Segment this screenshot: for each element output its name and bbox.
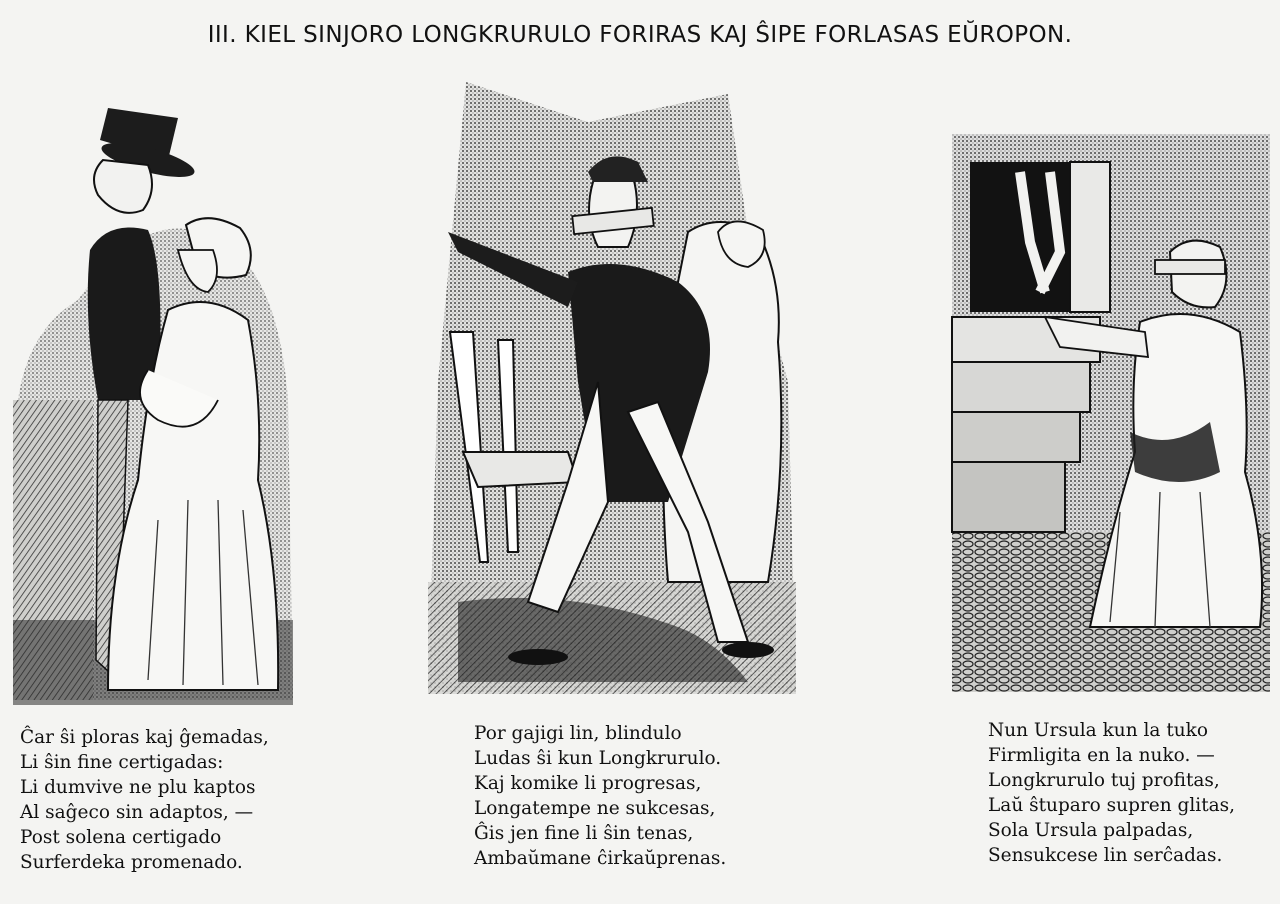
verse-line: Ĝis jen fine li ŝin tenas, bbox=[474, 823, 694, 844]
verse-line: Ludas ŝi kun Longkrurulo. bbox=[474, 748, 722, 769]
verse-line: Longkrurulo tuj profitas, bbox=[988, 770, 1220, 791]
verse-panel-2 bbox=[474, 721, 726, 871]
verse-panel-1 bbox=[20, 725, 269, 875]
verse-line: Post solena certigado bbox=[20, 827, 222, 848]
illustration-escape-stairs bbox=[950, 132, 1272, 694]
verse-line: Ĉar ŝi ploras kaj ĝemadas, bbox=[20, 727, 269, 748]
illustration-couple bbox=[8, 100, 298, 712]
verse-line: Al saĝeco sin adaptos, — bbox=[20, 802, 254, 823]
illustration-panel-1 bbox=[8, 100, 298, 712]
verse-line: Por gajigi lin, blindulo bbox=[474, 723, 682, 744]
verse-line: Li ŝin fine certigadas: bbox=[20, 752, 224, 773]
verse-panel-3 bbox=[988, 718, 1235, 868]
verse-line: Laŭ ŝtuparo supren glitas, bbox=[988, 795, 1236, 816]
verse-line: Nun Ursula kun la tuko bbox=[988, 720, 1209, 741]
illustration-panel-3 bbox=[950, 132, 1272, 694]
verse-line: Firmligita en la nuko. — bbox=[988, 745, 1215, 766]
verse-line: Surferdeka promenado. bbox=[20, 852, 243, 873]
illustration-panel-2 bbox=[418, 82, 798, 700]
verse-line: Sola Ursula palpadas, bbox=[988, 820, 1194, 841]
page-title: III. KIEL SINJORO LONGKRURULO FORIRAS KAJ ŜIPE FORLASAS EŬROPON. bbox=[207, 22, 1073, 48]
verse-line: Ambaŭmane ĉirkaŭprenas. bbox=[474, 848, 727, 869]
verse-line: Li dumvive ne plu kaptos bbox=[20, 777, 256, 798]
verse-line: Longatempe ne sukcesas, bbox=[474, 798, 716, 819]
illustration-blind-mans-buff bbox=[418, 82, 798, 700]
verse-line: Kaj komike li progresas, bbox=[474, 773, 702, 794]
verse-line: Sensukcese lin serĉadas. bbox=[988, 845, 1223, 866]
